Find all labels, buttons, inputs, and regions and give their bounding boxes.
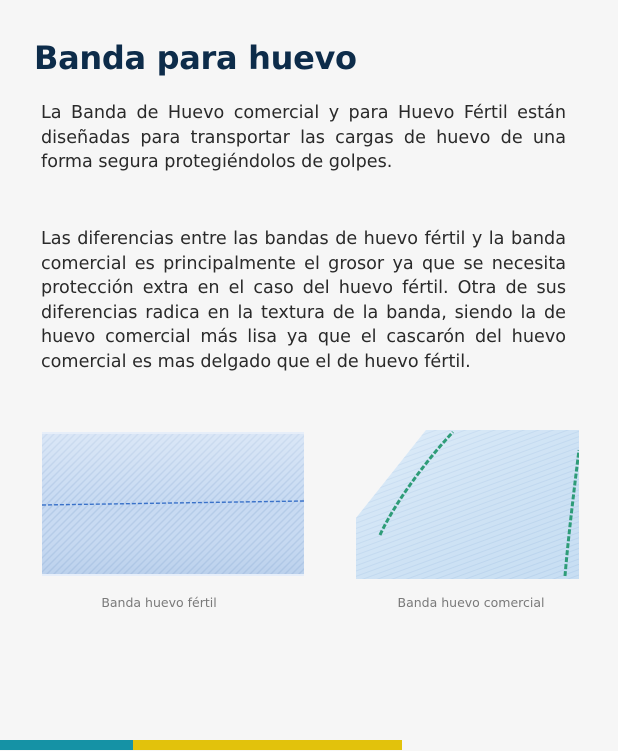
fertile-egg-belt-image xyxy=(42,432,304,576)
footer-accent-yellow xyxy=(133,740,402,750)
differences-paragraph: Las diferencias entre las bandas de huevo fértil y la banda comercial es principalmente el grosor ya que se necesita protección extra en el caso del huevo fértil. Otra de sus diferencias radica en la textura de la banda, siendo la de huevo comercial más lisa ya que el cascarón del huevo comercial es mas delgado que el de huevo fértil. xyxy=(41,229,566,372)
intro-paragraph: La Banda de Huevo comercial y para Huevo Fértil están diseñadas para transportar las cargas de huevo de una forma segura protegiéndolos de golpes. xyxy=(41,103,566,172)
footer-accent-teal xyxy=(0,740,133,750)
page-title: Banda para huevo xyxy=(34,39,357,77)
fertile-belt-caption: Banda huevo fértil xyxy=(101,595,217,610)
commercial-egg-belt-image xyxy=(356,430,579,579)
commercial-belt-caption: Banda huevo comercial xyxy=(397,595,545,610)
